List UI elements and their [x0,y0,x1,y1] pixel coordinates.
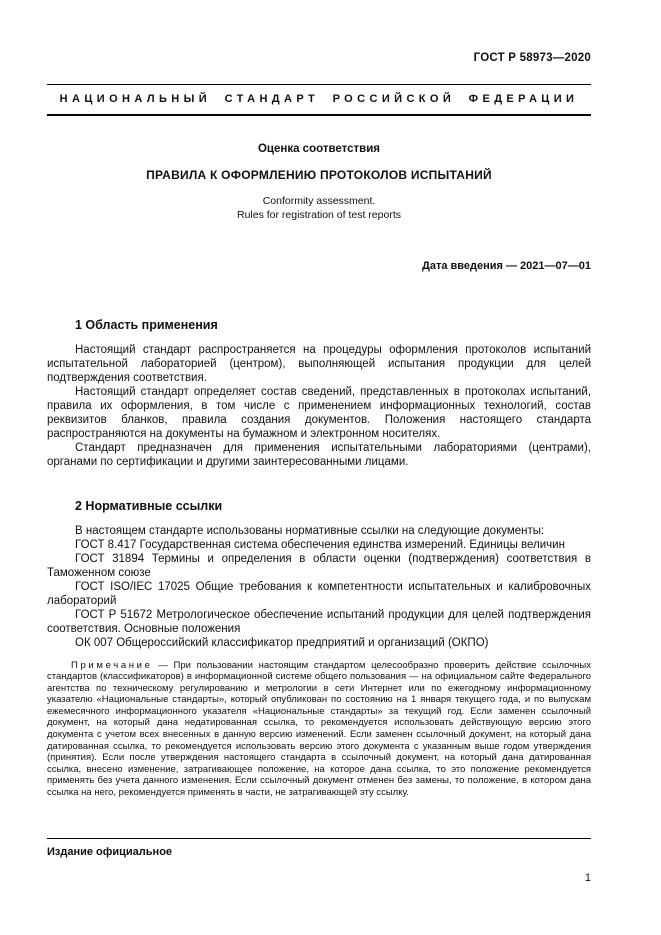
page-footer [47,838,591,884]
standard-title-ru: ПРАВИЛА К ОФОРМЛЕНИЮ ПРОТОКОЛОВ ИСПЫТАНИЙ [146,168,492,182]
section-1-heading: 1 Область применения [75,318,218,333]
normative-reference: ГОСТ Р 51672 Метрологическое обеспечение испытаний продукции для целей подтверждения соответствия. Основные положения [47,608,591,635]
standard-title-en [47,195,591,222]
section-2-intro: В настоящем стандарте использованы нормативные ссылки на следующие документы: [75,525,545,538]
standard-title-en-line2: Rules for registration of test reports [237,208,401,221]
doc-number: ГОСТ Р 58973—2020 [473,52,591,64]
federation-standard-block [47,84,591,116]
page-number: 1 [584,872,591,884]
section-1-paragraph: Стандарт предназначен для применения испытательными лабораториями (центрами), органами по сертификации и другими заинтересованными лицами. [47,441,591,468]
edition-note: Издание официальное [47,846,173,858]
normative-reference: ГОСТ ISO/IEC 17025 Общие требования к компетентности испытательных и калибровочных лабораторий [47,581,591,607]
standard-subject: Оценка соответствия [257,143,380,155]
effective-date: Дата введения — 2021—07—01 [422,260,591,273]
standard-title-en-line1: Conformity assessment. [262,195,376,207]
section-2-body [47,525,591,650]
normative-reference: ГОСТ 8.417 Государственная система обеспечения единства измерений. Единицы величин [75,539,565,552]
normative-reference: ОК 007 Общероссийский классификатор предприятий и организаций (ОКПО) [75,636,489,649]
section-2-heading: 2 Нормативные ссылки [75,499,223,514]
section-1-body [47,344,591,469]
note-label: Примечание [71,659,153,671]
federation-standard-line: НАЦИОНАЛЬНЫЙ СТАНДАРТ РОССИЙСКОЙ ФЕДЕРАЦИИ [59,93,579,105]
section-1-paragraph: Настоящий стандарт распространяется на процедуры оформления протоколов испытаний испытательной лабораторией (центром), выполняющей испытания продукции для целей подтверждения соответствия. [47,344,591,385]
section-1-paragraph: Настоящий стандарт определяет состав сведений, представленных в протоколах испытаний, правила их оформления, в том числе с применением информационных технологий, состав реквизитов бланков, правила создания документов. Положения настоящего стандарта распространяются на документы на бумажном и электронном носителях. [47,386,591,440]
section-2-note [47,660,591,799]
normative-reference: ГОСТ 31894 Термины и определения в области оценки (подтверждения) соответствия в Таможенном союзе [47,553,591,580]
note-text: — При пользовании настоящим стандартом целесообразно проверить действие ссылочных стандартов (классификаторов) в информационной системе общего пользования — на официальном сайте Федерального агентства по техническому регулированию и метрологии в сети Интернет или по ежегодному информационному указателю «Национальные стандарты», который опубликован по состоянию на 1 января текущего года, и по выпускам ежемесячного информационного указателя «Национальные стандарты» за текущий год. Если заменен ссылочный документ, на который дана недатированная ссылка, то рекомендуется использовать действующую версию этого документа с учетом всех внесенных в данную версию изменений. Если заменен ссылочный документ, на который дана датированная ссылка, то рекомендуется использовать версию этого документа с указанным выше годом утверждения (принятия). Если после утверждения настоящего стандарта в ссылочный документ, на который дана датированная ссылка, внесено изменение, затрагивающее положение, на которое дана ссылка, то это положение рекомендуется применять без учета данного изменения. Если ссылочный документ отменен без замены, то положение, в котором дана ссылка на него, рекомендуется применять в части, не затрагивающей эту ссылку. [47,659,592,798]
